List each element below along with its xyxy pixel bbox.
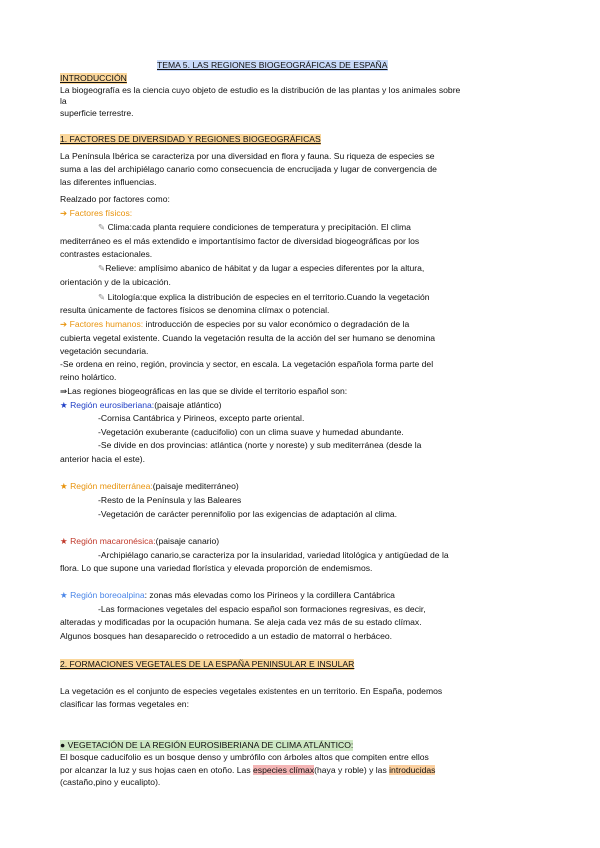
region-name: ★ Región mediterránea: — [60, 481, 153, 491]
factores-humanos-label: ➔ Factores humanos: — [60, 319, 144, 329]
relieve-item: ✎Relieve: amplísimo abanico de hábitat y da lugar a especies diferentes por la altura, — [98, 263, 425, 273]
region-boreoalpina: ★ Región boreoalpina: zonas más elevadas como los Pirineos y la cordillera Cantábrica — [60, 590, 395, 600]
paragraph-line: suma a las del archipiélago canario como consecuencia de encrucijada y lugar de convergencia de — [60, 164, 437, 174]
paragraph-line: orientación y de la ubicación. — [60, 277, 171, 287]
paragraph-line: -Se ordena en reino, región, provincia y sector, en escala. La vegetación española forma parte del — [60, 359, 434, 369]
paragraph-line: reino holártico. — [60, 372, 117, 382]
intro-line: superficie terrestre. — [60, 108, 134, 118]
paragraph-line: (castaño,pino y eucalipto). — [60, 777, 161, 787]
paragraph-line: alteradas y modificadas por la ocupación humana. Se aleja cada vez más de su estado clímax. — [60, 617, 422, 627]
list-item: -Resto de la Península y las Baleares — [98, 495, 242, 505]
intro-heading: INTRODUCCIÓN — [60, 73, 127, 83]
section-1-heading: 1. FACTORES DE DIVERSIDAD Y REGIONES BIOGEOGRÁFICAS — [60, 134, 321, 144]
paragraph-line: clasificar las formas vegetales en: — [60, 699, 189, 709]
clima-item: ✎ Clima:cada planta requiere condiciones de temperatura y precipitación. El clima — [98, 222, 411, 232]
intro-line: La biogeografía es la ciencia cuyo objeto de estudio es la distribución de las plantas y los animales sobre — [60, 85, 461, 95]
paragraph-line: flora. Lo que supone una variedad florística y elevada proporción de endemismos. — [60, 563, 373, 573]
paragraph-line: contrastes estacionales. — [60, 249, 153, 259]
list-item: -Se divide en dos provincias: atlántica (norte y noreste) y sub mediterránea (desde la — [98, 440, 422, 450]
paragraph-line: cubierta vegetal existente. Cuando la vegetación resulta de la acción del ser humano se denomina — [60, 333, 436, 343]
factores-fisicos-label: ➔ Factores físicos: — [60, 208, 133, 218]
subsection-heading: ● VEGETACIÓN DE LA REGIÓN EUROSIBERIANA DE CLIMA ATLÁNTICO: — [60, 740, 354, 750]
pencil-icon: ✎ — [98, 292, 106, 302]
region-mediterranea: ★ Región mediterránea:(paisaje mediterráneo) — [60, 481, 239, 491]
list-item: -Vegetación exuberante (caducifolio) con un clima suave y humedad abundante. — [98, 427, 404, 437]
page-title: TEMA 5. LAS REGIONES BIOGEOGRÁFICAS DE ESPAÑA — [157, 60, 388, 70]
section-2-heading: 2. FORMACIONES VEGETALES DE LA ESPAÑA PENINSULAR E INSULAR — [60, 659, 355, 669]
region-name: ★ Región boreoalpina — [60, 590, 145, 600]
highlight-climax: especies clímax — [253, 765, 315, 775]
paragraph-line: resulta únicamente de factores físicos se denomina clímax o potencial. — [60, 305, 330, 315]
list-item: -Cornisa Cantábrica y Pirineos, excepto parte oriental. — [98, 413, 305, 423]
list-item: -Vegetación de carácter perennifolio por las exigencias de adaptación al clima. — [98, 509, 398, 519]
pencil-icon: ✎ — [98, 263, 106, 273]
paragraph-line: por alcanzar la luz y sus hojas caen en otoño. Las especies clímax(haya y roble) y las introducidas — [60, 765, 436, 775]
list-item: -Archipiélago canario,se caracteriza por la insularidad, variedad litológica y antigüedad de la — [98, 550, 449, 560]
paragraph-line: las diferentes influencias. — [60, 177, 157, 187]
region-name: ★ Región eurosiberiana: — [60, 400, 155, 410]
paragraph-line: La Península Ibérica se caracteriza por una diversidad en flora y fauna. Su riqueza de especies se — [60, 151, 435, 161]
region-macaronesica: ★ Región macaronésica:(paisaje canario) — [60, 536, 220, 546]
list-item: -Las formaciones vegetales del espacio español son formaciones regresivas, es decir, — [98, 604, 426, 614]
paragraph-line: La vegetación es el conjunto de especies vegetales existentes en un territorio. En España, podemos — [60, 686, 443, 696]
region-eurosiberiana: ★ Región eurosiberiana:(paisaje atlántico) — [60, 400, 222, 410]
litologia-item: ✎ Litología:que explica la distribución de especies en el territorio.Cuando la vegetación — [98, 292, 430, 302]
paragraph-line: Algunos bosques han desaparecido o retrocedido a un estadio de matorral o herbáceo. — [60, 631, 393, 641]
factores-humanos-line: ➔ Factores humanos: introducción de especies por su valor económico o degradación de la — [60, 319, 410, 329]
paragraph-line: vegetación secundaria. — [60, 346, 149, 356]
pencil-icon: ✎ — [98, 222, 106, 232]
paragraph-line: El bosque caducifolio es un bosque denso y umbrófilo con árboles altos que compiten entre ellos — [60, 752, 429, 762]
regiones-intro: ⇛Las regiones biogeográficas en las que se divide el territorio español son: — [60, 386, 348, 396]
region-name: ★ Región macaronésica: — [60, 536, 156, 546]
paragraph-line: anterior hacia el este). — [60, 454, 146, 464]
paragraph-line: mediterráneo es el más extendido e importantísimo factor de diversidad biogeográficas por los — [60, 236, 420, 246]
highlight-introducidas: introducidas — [389, 765, 436, 775]
realzado-line: Realzado por factores como: — [60, 194, 170, 204]
intro-line: la — [60, 96, 67, 106]
